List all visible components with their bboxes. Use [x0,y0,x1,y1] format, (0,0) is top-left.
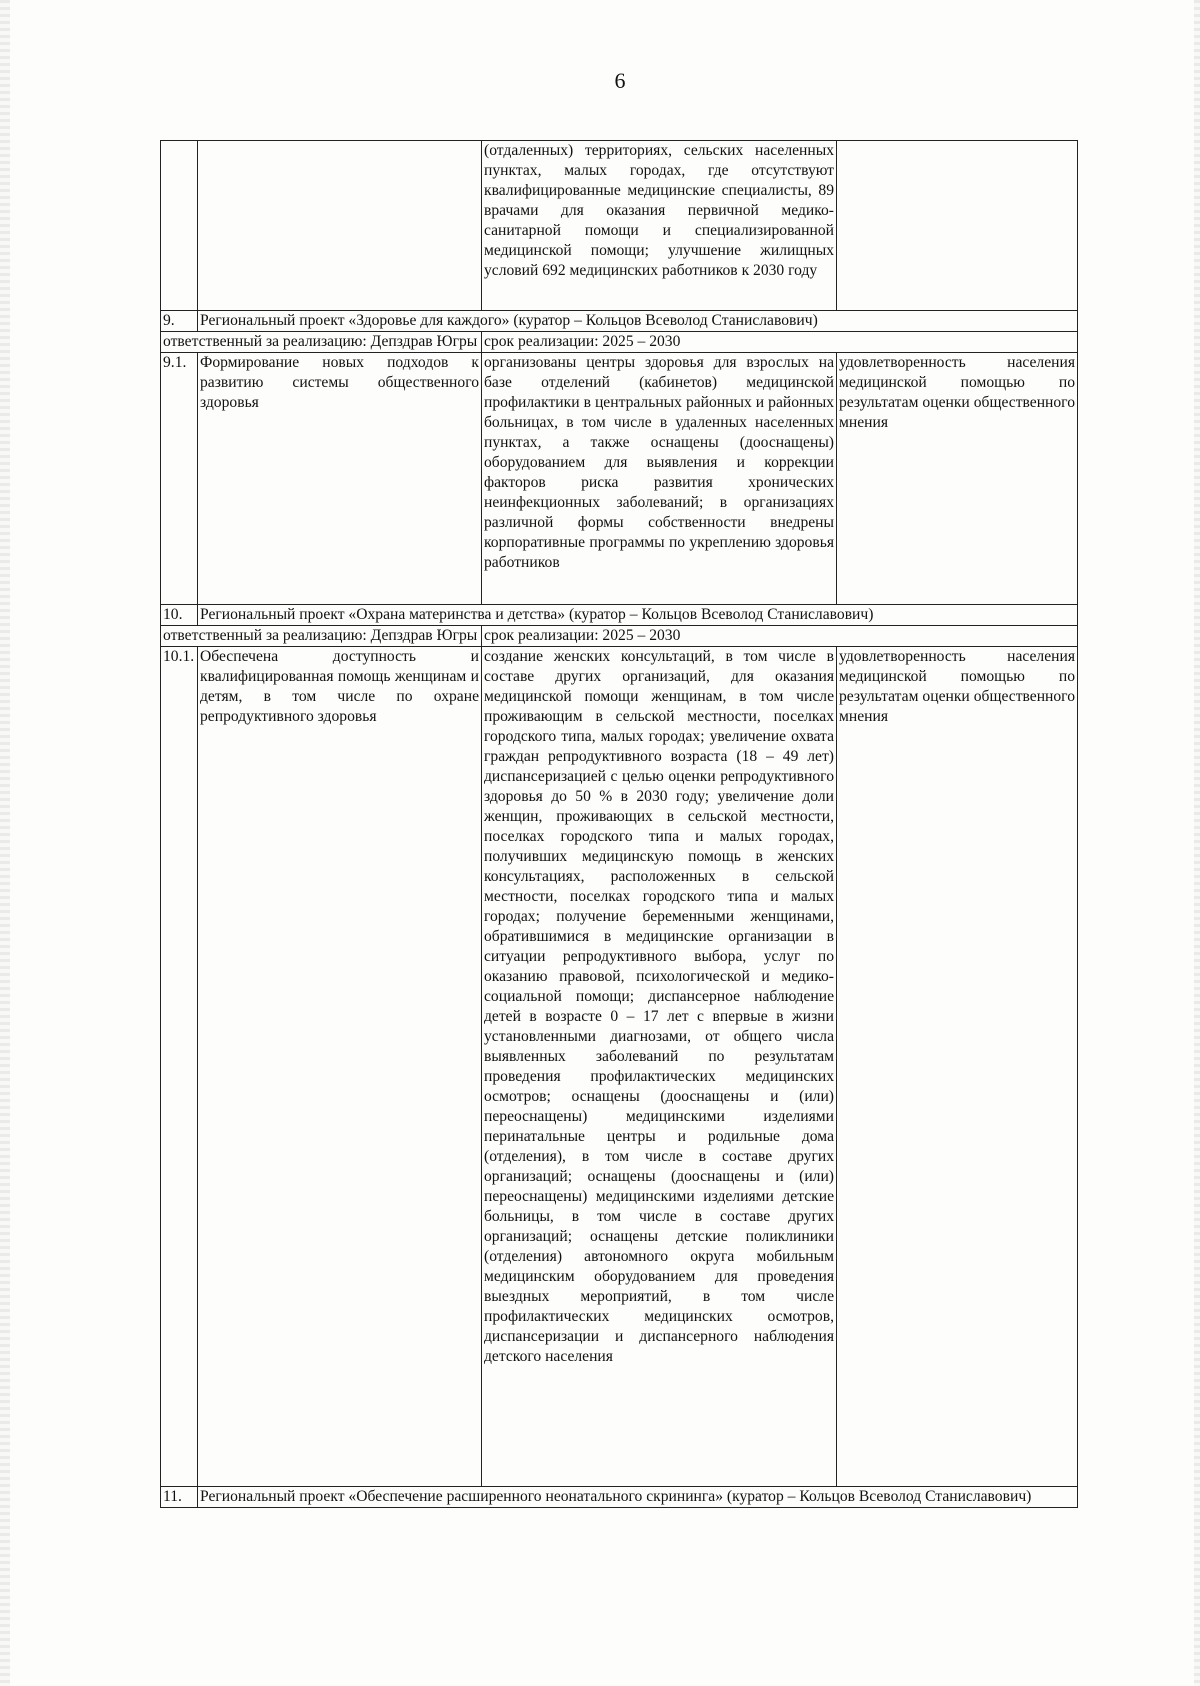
table-row-project-11 [161,1487,1078,1508]
task-title: Обеспечена доступность и квалифицированная помощь женщинам и детям, в том числе по охране репродуктивного здоровья [198,647,482,1487]
project-title: Региональный проект «Охрана материнства и детства» (куратор – Кольцов Всеволод Станиславович) [198,605,1078,626]
project-responsible: ответственный за реализацию: Депздрав Югры [161,626,482,647]
scan-edge-left [0,0,10,1686]
table-row-project-9-meta [161,332,1078,353]
scan-edge-right [1194,0,1200,1686]
cell-number [161,141,198,311]
table-row-project-9 [161,311,1078,332]
page-number: 6 [614,68,626,93]
cell-task [198,141,482,311]
cell-indicator [837,141,1078,311]
table-row-task-10-1 [161,647,1078,1487]
task-result: организованы центры здоровья для взрослых на базе отделений (кабинетов) медицинской профилактики в центральных районных и районных больницах, в том числе в удаленных населенных пунктах, а также оснащены (дооснащены) оборудованием для выявления и коррекции факторов риска развития хронических неинфекционных заболеваний; в организациях различной формы собственности внедрены корпоративные программы по укреплению здоровья работников [482,353,837,605]
task-number: 10.1. [161,647,198,1487]
task-indicator: удовлетворенность населения медицинской помощью по результатам оценки общественного мнения [837,353,1078,605]
table-row-project-10-meta [161,626,1078,647]
project-title: Региональный проект «Обеспечение расширенного неонатального скрининга» (куратор – Кольцов Всеволод Станиславович) [198,1487,1078,1508]
cell-result: (отдаленных) территориях, сельских населенных пунктах, малых городах, где отсутствуют квалифицированные медицинские специалисты, 89 врачами для оказания первичной медико-санитарной помощи и специализированной медицинской помощи; улучшение жилищных условий 692 медицинских работников к 2030 году [482,141,837,311]
task-number: 9.1. [161,353,198,605]
task-result: создание женских консультаций, в том числе в составе других организаций, для оказания медицинской помощи женщинам, в том числе проживающим в сельской местности, поселках городского типа, малых городах; увеличение охвата граждан репродуктивного возраста (18 – 49 лет) диспансеризацией с целью оценки репродуктивного здоровья до 50 % в 2030 году; увеличение доли женщин, проживающих в сельской местности, поселках городского типа и малых городах, получивших медицинскую помощь в женских консультациях, расположенных в сельской местности, поселках городского типа и малых городах; получение беременными женщинами, обратившимися в медицинские организации в ситуации репродуктивного выбора, услуг по оказанию правовой, психологической и медико-социальной помощи; диспансерное наблюдение детей в возрасте 0 – 17 лет с впервые в жизни установленными диагнозами, от общего числа выявленных заболеваний по результатам проведения профилактических медицинских осмотров; оснащены (дооснащены и (или) переоснащены) медицинскими изделиями перинатальные центры и родильные дома (отделения), в том числе в составе других организаций; оснащены (дооснащены и (или) переоснащены) медицинскими изделиями детские больницы, в том числе в составе других организаций; оснащены детские поликлиники (отделения) автономного округа мобильным медицинским оборудованием для проведения выездных мероприятий, в том числе профилактических медицинских осмотров, диспансеризации и диспансерного наблюдения детского населения [482,647,837,1487]
project-title: Региональный проект «Здоровье для каждого» (куратор – Кольцов Всеволод Станиславович) [198,311,1078,332]
project-number: 10. [161,605,198,626]
task-indicator: удовлетворенность населения медицинской помощью по результатам оценки общественного мнения [837,647,1078,1487]
projects-table [160,140,1078,1508]
table-row-continuation [161,141,1078,311]
table-row-task-9-1 [161,353,1078,605]
table-row-project-10 [161,605,1078,626]
project-term: срок реализации: 2025 – 2030 [482,332,1078,353]
project-number: 9. [161,311,198,332]
project-responsible: ответственный за реализацию: Депздрав Югры [161,332,482,353]
task-title: Формирование новых подходов к развитию системы общественного здоровья [198,353,482,605]
project-term: срок реализации: 2025 – 2030 [482,626,1078,647]
project-number: 11. [161,1487,198,1508]
